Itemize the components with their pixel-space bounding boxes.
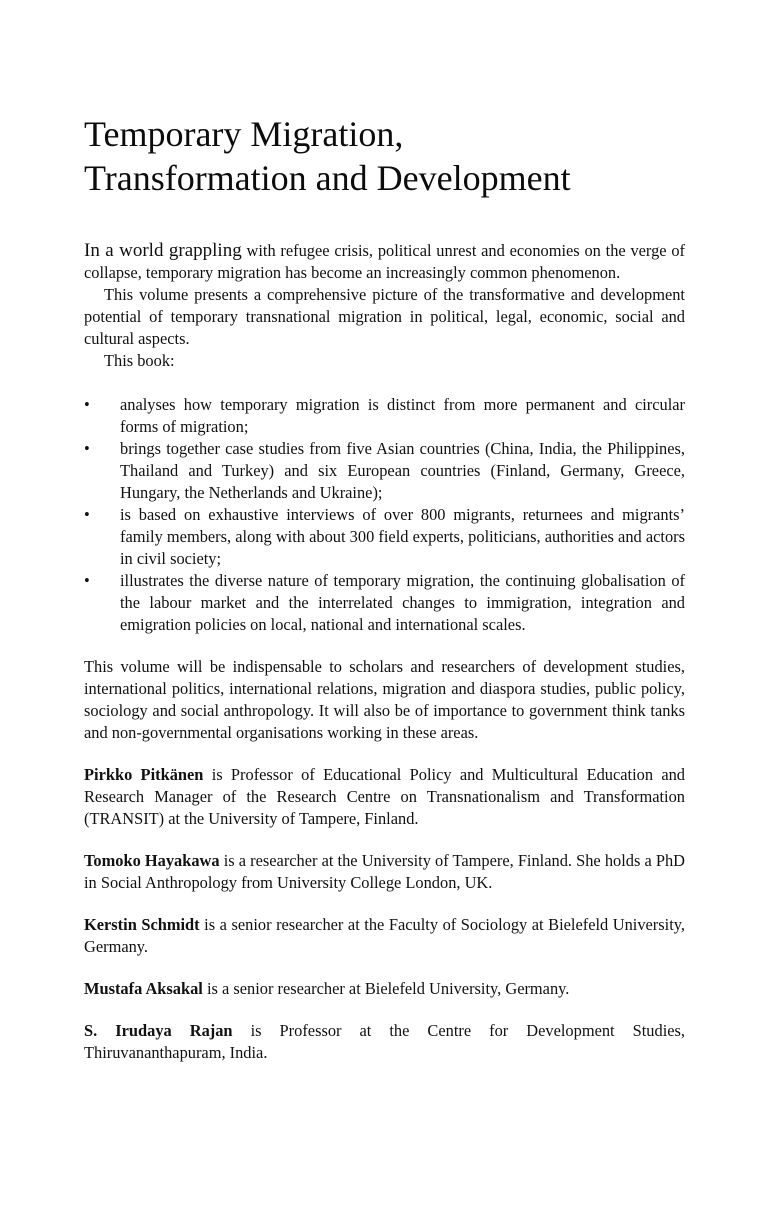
author-name: Tomoko Hayakawa	[84, 851, 220, 870]
audience-paragraph: This volume will be indispensable to scholars and researchers of development studies, international politics, international relations, migration and diaspora studies, public policy, sociology and social anthropology. It will also be of importance to government think tanks and non-governmental organisations working in these areas.	[84, 657, 685, 742]
author-bio	[84, 1020, 685, 1064]
author-bio-text: is Professor of Educational Policy and Multicultural Education and Research Manager of the Research Centre on Transnationalism and Transformation (TRANSIT) at the University of Tampere, Finland.	[84, 765, 685, 828]
book-title-line-1: Temporary Migration,	[84, 114, 404, 154]
book-title	[84, 112, 704, 200]
list-item-text: illustrates the diverse nature of temporary migration, the continuing globalisation of the labour market and the interrelated changes to immigration, integration and emigration policies on local, national and international scales.	[120, 571, 685, 634]
author-bio	[84, 850, 685, 894]
author-bio-text: is a senior researcher at Bielefeld University, Germany.	[202, 979, 570, 998]
author-bio-text: is Professor at the Centre for Development Studies, Thiruvananthapuram, India.	[84, 1021, 685, 1062]
list-item	[84, 438, 685, 504]
book-list-intro: This book:	[104, 351, 175, 370]
bullet-icon: •	[84, 505, 90, 524]
list-item-text: is based on exhaustive interviews of over 800 migrants, returnees and migrants’ family members, along with about 300 field experts, politicians, authorities and actors in civil society;	[120, 505, 685, 568]
bullet-icon: •	[84, 439, 90, 458]
intro-paragraph	[84, 240, 685, 284]
volume-summary-paragraph: This volume presents a comprehensive picture of the transformative and development potential of temporary transnational migration in political, legal, economic, social and cultural aspects.	[84, 285, 685, 348]
bullet-icon: •	[84, 571, 90, 590]
list-item	[84, 504, 685, 570]
list-item	[84, 570, 685, 636]
author-bio-text: is a researcher at the University of Tampere, Finland. She holds a PhD in Social Anthropology from University College London, UK.	[84, 851, 686, 892]
feature-list	[84, 394, 685, 636]
author-bio	[84, 914, 685, 958]
book-title-line-2: Transformation and Development	[84, 158, 571, 198]
intro-lead-in: In a world grappling	[84, 240, 242, 261]
blurb-section	[84, 240, 685, 1064]
author-bio-text: is a senior researcher at the Faculty of Sociology at Bielefeld University, Germany.	[84, 915, 685, 956]
list-item-text: analyses how temporary migration is distinct from more permanent and circular forms of migration;	[120, 395, 685, 436]
author-bio	[84, 978, 685, 1000]
author-name: Mustafa Aksakal	[84, 979, 203, 998]
bullet-icon: •	[84, 395, 90, 414]
author-name: Kerstin Schmidt	[84, 915, 200, 934]
list-item-text: brings together case studies from five Asian countries (China, India, the Philippines, Thailand and Turkey) and six European countries (Finland, Germany, Greece, Hungary, the Netherlands and Ukraine);	[120, 439, 685, 502]
author-bio	[84, 764, 685, 830]
author-name: Pirkko Pitkänen	[84, 765, 204, 784]
list-item	[84, 394, 685, 438]
intro-paragraph-text: with refugee crisis, political unrest and economies on the verge of collapse, temporary migration has become an increasingly common phenomenon.	[84, 241, 685, 282]
author-name: S. Irudaya Rajan	[84, 1021, 233, 1040]
